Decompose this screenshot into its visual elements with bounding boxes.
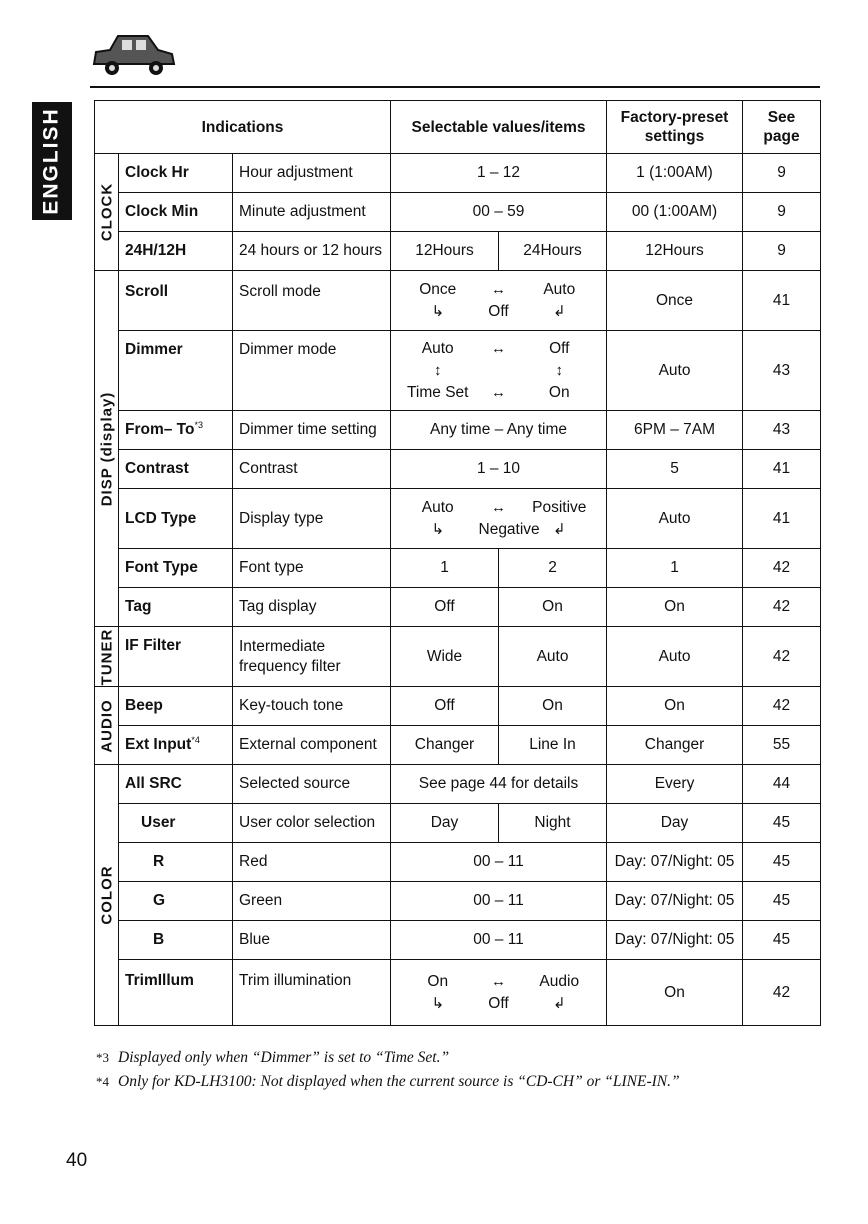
header-row — [95, 101, 821, 154]
item-preset: Once — [607, 271, 743, 331]
item-preset: Day: 07/Night: 05 — [607, 921, 743, 960]
return-arrow-icon: ↳ — [431, 994, 445, 1012]
item-name: Tag — [119, 588, 233, 627]
item-name: B — [119, 921, 233, 960]
cycle-value: Once — [419, 280, 457, 298]
updown-arrow-icon: ↕ — [555, 361, 563, 379]
item-page: 45 — [743, 804, 821, 843]
page-number: 40 — [66, 1150, 88, 1171]
double-arrow-icon: ↔ — [491, 498, 506, 516]
item-desc: User color selection — [233, 804, 391, 843]
item-value-2: Night — [499, 804, 607, 843]
item-name: LCD Type — [119, 489, 233, 549]
item-preset: 5 — [607, 450, 743, 489]
item-page: 55 — [743, 726, 821, 765]
item-name: Ext Input$^{*4}$ — [119, 726, 233, 765]
item-desc: Dimmer time setting — [233, 411, 391, 450]
item-name: All SRC — [119, 765, 233, 804]
table-row — [95, 588, 821, 627]
item-preset: On — [607, 687, 743, 726]
item-value-2: Line In — [499, 726, 607, 765]
item-desc: Dimmer mode — [233, 331, 391, 411]
item-preset: On — [607, 588, 743, 627]
cycle-value: Off — [549, 339, 570, 357]
table-row — [95, 921, 821, 960]
table-row — [95, 843, 821, 882]
item-value-2: On — [499, 687, 607, 726]
table-row — [95, 804, 821, 843]
double-arrow-icon: ↔ — [491, 383, 506, 401]
item-preset: 12Hours — [607, 232, 743, 271]
item-page: 45 — [743, 843, 821, 882]
item-desc: Font type — [233, 549, 391, 588]
footnotes — [96, 1046, 680, 1094]
item-name: Clock Min — [119, 193, 233, 232]
double-arrow-icon: ↔ — [491, 972, 506, 990]
item-name: Font Type — [119, 549, 233, 588]
group-disp: DISP (display) — [95, 271, 119, 627]
item-page: 9 — [743, 232, 821, 271]
table-row — [95, 549, 821, 588]
item-preset: Every — [607, 765, 743, 804]
item-value-2: 2 — [499, 549, 607, 588]
item-values: 00 – 11 — [391, 843, 607, 882]
cycle-value: Off — [488, 302, 509, 320]
table-row — [95, 882, 821, 921]
table-row — [95, 726, 821, 765]
item-value-1: 12Hours — [391, 232, 499, 271]
item-value-2: Auto — [499, 627, 607, 687]
item-preset: Auto — [607, 489, 743, 549]
cycle-value: Auto — [421, 339, 454, 357]
item-page: 42 — [743, 687, 821, 726]
group-color: COLOR — [95, 765, 119, 1026]
cycle-value: On — [548, 383, 570, 401]
footnote-4: *4 Only for KD-LH3100: Not displayed when the current source is “CD-CH” or “LINE-IN.” — [96, 1073, 680, 1090]
item-name: IF Filter — [119, 627, 233, 687]
item-desc: Minute adjustment — [233, 193, 391, 232]
item-page: 9 — [743, 193, 821, 232]
item-page: 45 — [743, 882, 821, 921]
item-page: 43 — [743, 331, 821, 411]
item-name: R — [119, 843, 233, 882]
item-desc: 24 hours or 12 hours — [233, 232, 391, 271]
header-rule — [90, 86, 820, 88]
item-value-2: 24Hours — [499, 232, 607, 271]
item-desc: Hour adjustment — [233, 154, 391, 193]
item-desc: External component — [233, 726, 391, 765]
item-page: 45 — [743, 921, 821, 960]
return-arrow-icon: ↳ — [431, 520, 445, 538]
item-desc: Selected source — [233, 765, 391, 804]
item-desc: Display type — [233, 489, 391, 549]
item-page: 42 — [743, 960, 821, 1026]
trimillum-cycle — [391, 960, 607, 1026]
item-desc: Blue — [233, 921, 391, 960]
double-arrow-icon: ↔ — [491, 339, 506, 357]
item-name: Clock Hr — [119, 154, 233, 193]
item-value-1: 1 — [391, 549, 499, 588]
item-name: User — [119, 804, 233, 843]
item-page: 41 — [743, 271, 821, 331]
table-row — [95, 193, 821, 232]
table-row — [95, 960, 821, 1026]
item-preset: 1 (1:00AM) — [607, 154, 743, 193]
table-row — [95, 765, 821, 804]
scroll-cycle — [391, 271, 607, 331]
cycle-value: On — [427, 972, 449, 990]
item-name: G — [119, 882, 233, 921]
item-name: Scroll — [119, 271, 233, 331]
item-name: TrimIllum — [119, 960, 233, 1026]
item-values: 00 – 11 — [391, 882, 607, 921]
return-arrow-icon: ↲ — [552, 520, 566, 538]
item-preset: 6PM – 7AM — [607, 411, 743, 450]
item-values: 1 – 10 — [391, 450, 607, 489]
item-name: Contrast — [119, 450, 233, 489]
item-value-1: Changer — [391, 726, 499, 765]
item-page: 44 — [743, 765, 821, 804]
lcd-cycle — [391, 489, 607, 549]
return-arrow-icon: ↳ — [431, 302, 445, 320]
item-preset: Changer — [607, 726, 743, 765]
header-indications: Indications — [95, 101, 391, 154]
item-value-1: Day — [391, 804, 499, 843]
cycle-value: Auto — [543, 280, 576, 298]
item-page: 9 — [743, 154, 821, 193]
item-desc: Intermediate frequency filter — [233, 627, 391, 687]
table-row — [95, 627, 821, 687]
cycle-value: Negative — [478, 520, 540, 538]
item-page: 41 — [743, 450, 821, 489]
header-selectable: Selectable values/items — [391, 101, 607, 154]
updown-arrow-icon: ↕ — [434, 361, 442, 379]
settings-table — [94, 100, 821, 1026]
cycle-value: Auto — [421, 498, 454, 516]
return-arrow-icon: ↲ — [552, 994, 566, 1012]
table-row — [95, 331, 821, 411]
return-arrow-icon: ↲ — [552, 302, 566, 320]
item-values: 1 – 12 — [391, 154, 607, 193]
item-desc: Scroll mode — [233, 271, 391, 331]
table-row — [95, 489, 821, 549]
table-row — [95, 450, 821, 489]
item-name: Beep — [119, 687, 233, 726]
item-page: 42 — [743, 549, 821, 588]
item-preset: Day: 07/Night: 05 — [607, 882, 743, 921]
item-preset: Auto — [607, 627, 743, 687]
cycle-value: Off — [488, 994, 509, 1012]
double-arrow-icon: ↔ — [491, 280, 506, 298]
item-preset: 1 — [607, 549, 743, 588]
table-row — [95, 232, 821, 271]
table-row — [95, 271, 821, 331]
dimmer-cycle — [391, 331, 607, 411]
item-preset: On — [607, 960, 743, 1026]
car-icon — [88, 28, 178, 78]
cycle-value: Audio — [539, 972, 580, 990]
footnote-3: *3 Displayed only when “Dimmer” is set to “Time Set.” — [96, 1049, 450, 1066]
header-see-page: See page — [743, 101, 821, 154]
table-row — [95, 154, 821, 193]
table-row — [95, 687, 821, 726]
language-tab — [32, 102, 72, 220]
item-values: 00 – 11 — [391, 921, 607, 960]
item-name: 24H/12H — [119, 232, 233, 271]
item-value-1: Off — [391, 588, 499, 627]
item-desc: Trim illumination — [233, 960, 391, 1026]
item-preset: Day — [607, 804, 743, 843]
item-name: Dimmer — [119, 331, 233, 411]
item-desc: Key-touch tone — [233, 687, 391, 726]
item-preset: Auto — [607, 331, 743, 411]
item-value-2: On — [499, 588, 607, 627]
item-desc: Contrast — [233, 450, 391, 489]
cycle-value: Positive — [532, 498, 587, 516]
item-value-1: Off — [391, 687, 499, 726]
group-tuner: TUNER — [95, 627, 119, 687]
item-page: 42 — [743, 627, 821, 687]
item-values: See page 44 for details — [391, 765, 607, 804]
item-values: Any time – Any time — [391, 411, 607, 450]
table-row — [95, 411, 821, 450]
item-desc: Green — [233, 882, 391, 921]
language-tab-label: ENGLISH — [40, 107, 63, 215]
item-desc: Tag display — [233, 588, 391, 627]
item-desc: Red — [233, 843, 391, 882]
item-values: 00 – 59 — [391, 193, 607, 232]
item-page: 41 — [743, 489, 821, 549]
cycle-value: Time Set — [407, 383, 469, 401]
item-value-1: Wide — [391, 627, 499, 687]
group-clock: CLOCK — [95, 154, 119, 271]
item-preset: 00 (1:00AM) — [607, 193, 743, 232]
header-factory: Factory-preset settings — [607, 101, 743, 154]
item-preset: Day: 07/Night: 05 — [607, 843, 743, 882]
group-audio: AUDIO — [95, 687, 119, 765]
item-page: 43 — [743, 411, 821, 450]
item-page: 42 — [743, 588, 821, 627]
item-name: From– To$^{*3}$ — [119, 411, 233, 450]
